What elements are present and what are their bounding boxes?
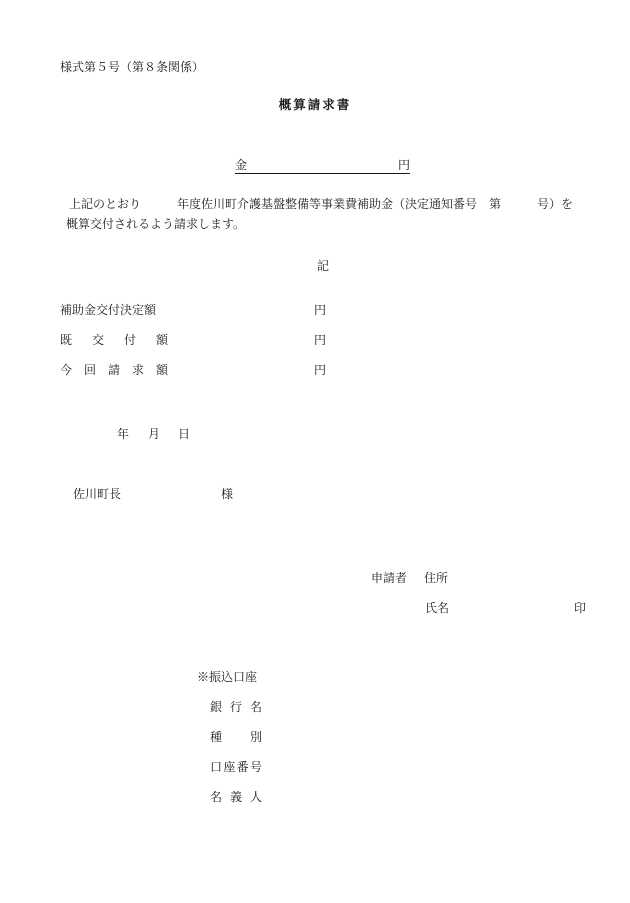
amount-prefix: 金 <box>235 158 248 172</box>
account-type-char: 種 <box>210 730 223 744</box>
account-number-label <box>210 760 262 774</box>
amount-unit: 円 <box>397 158 410 172</box>
bank-name-char: 名 <box>249 700 262 714</box>
account-holder-char: 名 <box>210 790 223 804</box>
row-current-request-char: 請 <box>107 363 120 377</box>
date-year-label: 年 <box>117 427 130 441</box>
seal-mark: 印 <box>574 601 587 615</box>
row-already-paid-unit: 円 <box>314 333 327 347</box>
document-title: 概算請求書 <box>278 97 352 112</box>
account-number-char: 号 <box>249 760 262 774</box>
date-month-label: 月 <box>148 427 161 441</box>
row-decided-amount-unit: 円 <box>314 303 327 317</box>
account-number-char: 口 <box>210 760 223 774</box>
row-current-request-char: 求 <box>131 363 144 377</box>
account-number-char: 座 <box>223 760 236 774</box>
account-holder-char: 人 <box>249 790 262 804</box>
row-current-request-char: 回 <box>83 363 96 377</box>
account-holder-label <box>210 790 262 804</box>
row-current-request-char: 額 <box>155 363 168 377</box>
body-text-line1: 上記のとおり 年度佐川町介護基盤整備等事業費補助金（決定通知番号 第 号）を <box>69 197 574 211</box>
body-text-line2: 概算交付されるよう請求します。 <box>66 217 246 231</box>
applicant-address-label: 住所 <box>424 571 449 585</box>
applicant-name-label: 氏名 <box>425 601 450 615</box>
row-current-request-char: 今 <box>60 363 73 377</box>
account-number-char: 番 <box>236 760 249 774</box>
row-already-paid-char: 額 <box>155 333 168 347</box>
addressee-honorific: 様 <box>221 487 234 501</box>
row-decided-amount-label: 補助金交付決定額 <box>60 303 157 317</box>
row-already-paid-char: 交 <box>91 333 104 347</box>
bank-name-char: 銀 <box>210 700 223 714</box>
bank-account-header: ※振込口座 <box>197 670 258 684</box>
addressee-name: 佐川町長 <box>73 487 122 501</box>
amount-line <box>235 158 410 174</box>
account-holder-char: 義 <box>229 790 242 804</box>
date-day-label: 日 <box>178 427 191 441</box>
applicant-label: 申請者 <box>371 571 408 585</box>
row-already-paid-char: 既 <box>60 333 73 347</box>
row-current-request-label <box>60 363 168 377</box>
row-already-paid-label <box>60 333 168 347</box>
form-number: 様式第５号（第８条関係） <box>60 60 205 74</box>
account-type-label <box>210 730 262 744</box>
ki-heading: 記 <box>317 259 330 273</box>
bank-name-char: 行 <box>229 700 242 714</box>
row-current-request-unit: 円 <box>314 363 327 377</box>
bank-name-label <box>210 700 262 714</box>
account-type-char: 別 <box>249 730 262 744</box>
row-already-paid-char: 付 <box>123 333 136 347</box>
